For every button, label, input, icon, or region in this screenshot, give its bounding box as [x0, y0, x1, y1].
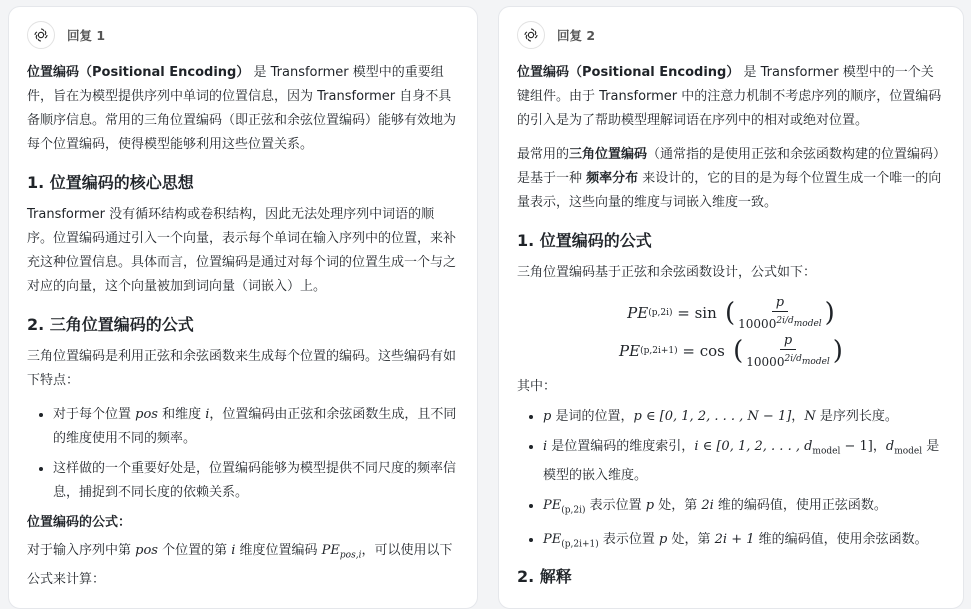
section-heading-formula: 1. 位置编码的公式: [517, 231, 652, 250]
list-item: • $PE_{(p,2i+1)}$ 表示位置 p 处，第 2i + 1 维的编码值，使用余弦函数。: [543, 528, 945, 557]
response-panel-1: [8, 6, 478, 609]
intro-paragraph: 位置编码（Positional Encoding） 是 Transformer 模型中的一个关键组件。由于 Transformer 中的注意力机制不考虑序列的顺序，位置编码的引入是为了帮助模型理解词语在序列中的相对或绝对位置。: [517, 65, 942, 128]
list-item: • i 是位置编码的维度索引，i ∈ [0, 1, 2, . . . , $d_{model} - 1$]，$d_{model}$ 是模型的嵌入维度。: [543, 435, 945, 488]
variable-list: [517, 405, 945, 557]
intro-term: 位置编码（Positional Encoding）: [27, 65, 250, 80]
section-heading-formula: 2. 三角位置编码的公式: [27, 315, 194, 334]
frequency-paragraph: 最常用的三角位置编码（通常指的是使用正弦和余弦函数构建的位置编码）是基于一种 频率分布 来设计的，它的目的是为每个位置生成一个唯一的向量表示，这些向量的维度与词嵌入维度一致。: [517, 147, 942, 210]
subheading-formula: 位置编码的公式：: [27, 515, 132, 530]
response-header: [517, 21, 945, 49]
formula-description: 对于输入序列中第 pos 个位置的第 i 维度位置编码 $PE_{pos,i}$，可以使用以下公式来计算：: [27, 543, 453, 587]
list-item: • 对于每个位置 pos 和维度 i，位置编码由正弦和余弦函数生成，且不同的维度使用不同的频率。: [53, 403, 459, 451]
equation-sin: PE (p,2i) = sin ( $\frac{p}{10000^{2i/d_{model}}}$ ): [627, 294, 835, 331]
response-title: 回复 1: [67, 28, 106, 43]
list-item: • p 是词的位置，p ∈ [0, 1, 2, . . . , N − 1]，N 是序列长度。: [543, 405, 945, 429]
core-idea-paragraph: Transformer 没有循环结构或卷积结构，因此无法处理序列中词语的顺序。位置编码通过引入一个向量，表示每个单词在输入序列中的位置，来补充这种位置信息。具体而言，位置编码是通过对每个词的位置生成一个与之对应的向量，这个向量被加到词向量（词嵌入）上。: [27, 207, 457, 294]
formula-intro-paragraph: 三角位置编码是利用正弦和余弦函数来生成每个位置的编码。这些编码有如下特点：: [27, 349, 457, 388]
response-header: [27, 21, 459, 49]
list-item: • $PE_{(p,2i)}$ 表示位置 p 处，第 2i 维的编码值，使用正弦函数。: [543, 494, 945, 523]
response-panel-2: [498, 6, 964, 609]
where-label: 其中：: [517, 379, 557, 394]
formula-intro-paragraph: 三角位置编码基于正弦和余弦函数设计，公式如下：: [517, 265, 817, 280]
section-heading-core-idea: 1. 位置编码的核心思想: [27, 173, 194, 192]
intro-term: 位置编码（Positional Encoding）: [517, 65, 740, 80]
intro-paragraph: 位置编码（Positional Encoding） 是 Transformer 模型中的重要组件，旨在为模型提供序列中单词的位置信息，因为 Transformer 自身不具备顺序信息。常用的三角位置编码（即正弦和余弦位置编码）能够有效地为每个位置编码，使得模型能够利用这些位置关系。: [27, 65, 457, 152]
equation-cos: PE (p,2i+1) = cos ( $\frac{p}{10000^{2i/d_{model}}}$ ): [619, 332, 843, 369]
response-title: 回复 2: [557, 28, 596, 43]
list-item: • 这样做的一个重要好处是，位置编码能够为模型提供不同尺度的频率信息，捕捉到不同长度的依赖关系。: [53, 457, 459, 505]
section-heading-explanation: 2. 解释: [517, 566, 572, 586]
assistant-logo-icon: [517, 21, 545, 49]
feature-list: [27, 403, 459, 505]
assistant-logo-icon: [27, 21, 55, 49]
